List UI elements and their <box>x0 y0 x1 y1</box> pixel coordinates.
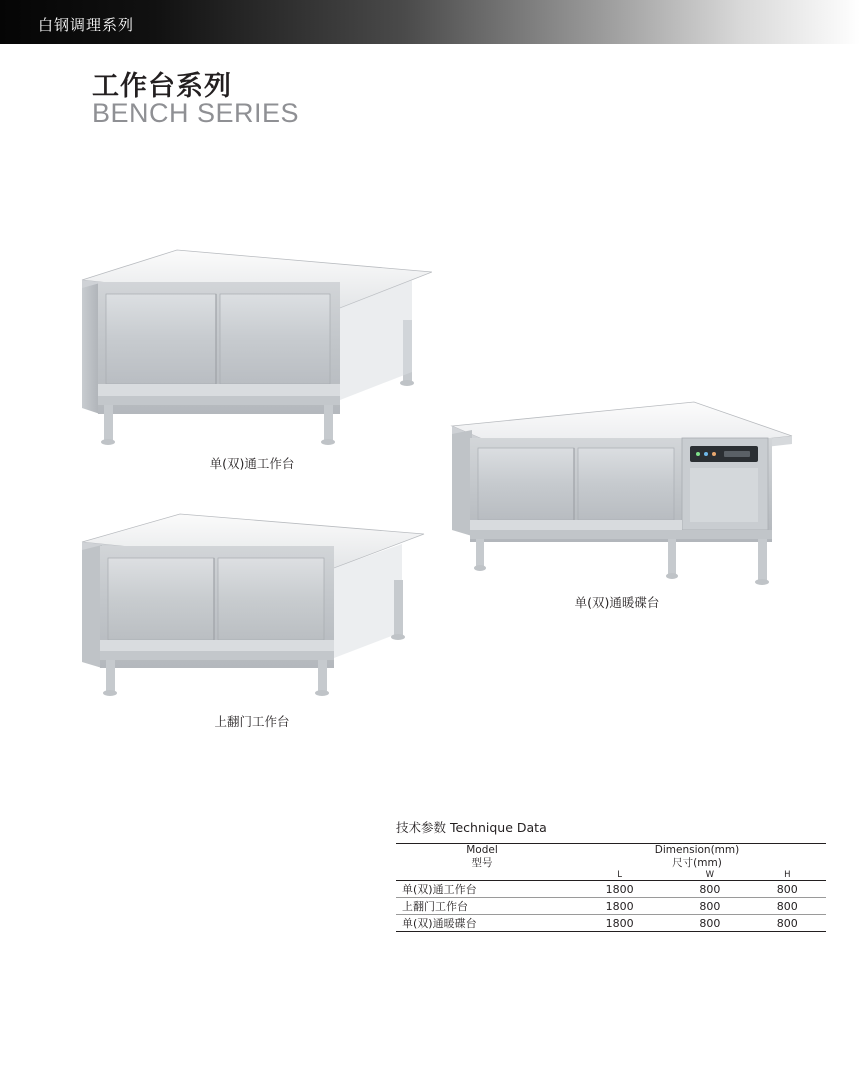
table-header-row <box>396 844 826 871</box>
cell-model: 单(双)通暖碟台 <box>402 917 477 931</box>
subheader-h: H <box>784 870 791 881</box>
header-dimension-en: Dimension(mm) <box>654 844 740 856</box>
table-row <box>396 881 826 898</box>
cell-width: 800 <box>699 882 721 896</box>
figure-caption-bench-open: 单(双)通工作台 <box>209 456 295 471</box>
figure-caption-bench-warming: 单(双)通暖碟台 <box>574 595 660 610</box>
figure-bench-flipdoor <box>72 500 432 750</box>
bench-open-illustration <box>72 232 432 482</box>
page-subtitle: BENCH SERIES <box>92 98 300 128</box>
figure-bench-open <box>72 232 432 482</box>
table-subheader-row <box>396 870 826 881</box>
cell-length: 1800 <box>605 899 634 913</box>
subheader-w: W <box>705 870 715 881</box>
header-dimension-cn: 尺寸(mm) <box>672 857 722 870</box>
subheader-l: L <box>617 870 622 881</box>
bench-warming-illustration <box>432 378 802 628</box>
subheader-blank <box>396 870 568 881</box>
figure-bench-warming <box>432 378 802 628</box>
page-header-bar <box>0 0 860 44</box>
table-row <box>396 898 826 915</box>
technique-data-section <box>396 818 826 932</box>
cell-length: 1800 <box>605 916 634 930</box>
page-title: 工作台系列 <box>92 71 232 102</box>
breadcrumb: 白钢调理系列 <box>38 16 135 34</box>
cell-model: 单(双)通工作台 <box>402 883 477 897</box>
technique-data-heading: 技术参数 Technique Data <box>396 820 547 835</box>
table-row <box>396 915 826 932</box>
cell-height: 800 <box>776 899 798 913</box>
cell-width: 800 <box>699 899 721 913</box>
header-dimension <box>568 844 826 871</box>
cell-model: 上翻门工作台 <box>402 900 468 914</box>
cell-length: 1800 <box>605 882 634 896</box>
header-model-en: Model <box>466 844 498 856</box>
cell-width: 800 <box>699 916 721 930</box>
header-model <box>396 844 568 871</box>
header-model-cn: 型号 <box>471 857 493 870</box>
technique-data-table <box>396 843 826 932</box>
cell-height: 800 <box>776 882 798 896</box>
figure-caption-bench-flipdoor: 上翻门工作台 <box>214 714 290 729</box>
cell-height: 800 <box>776 916 798 930</box>
